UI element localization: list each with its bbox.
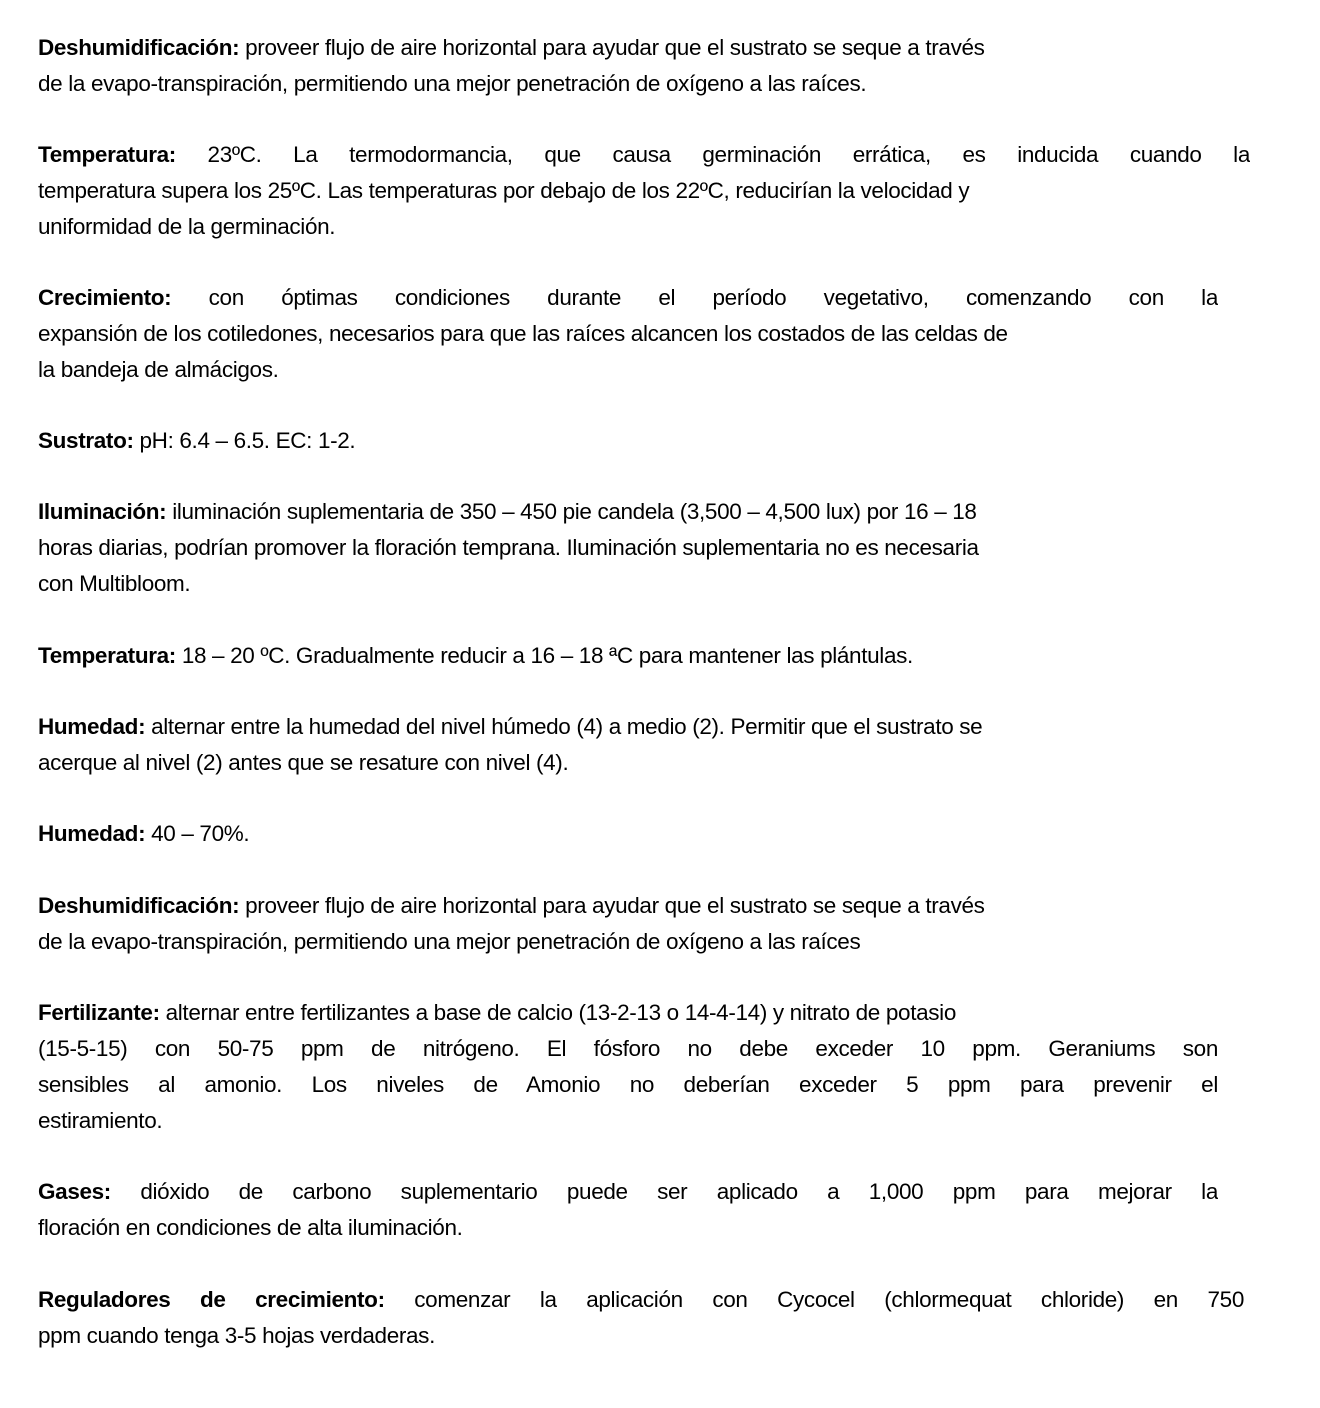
paragraph-temperatura-crecimiento [38, 638, 1218, 674]
paragraph-text: iluminación suplementaria de 350 – 450 pie candela (3,500 – 4,500 lux) por 16 – 18 [166, 499, 977, 524]
paragraph-crecimiento [38, 280, 1218, 388]
paragraph-label: Temperatura: [38, 142, 176, 167]
paragraph-fertilizante [38, 995, 1218, 1139]
paragraph-line: la bandeja de almácigos. [38, 357, 279, 382]
paragraph-label: Deshumidificación: [38, 35, 240, 60]
paragraph-humedad-relativa [38, 816, 1218, 852]
paragraph-text: con óptimas condiciones durante el período vegetativo, comenzando con la [171, 285, 1218, 310]
paragraph-text: 18 – 20 ºC. Gradualmente reducir a 16 – 18 ªC para mantener las plántulas. [175, 643, 913, 668]
paragraph-line: ppm cuando tenga 3-5 hojas verdaderas. [38, 1323, 435, 1348]
paragraph-text: proveer flujo de aire horizontal para ayudar que el sustrato se seque a través [239, 893, 985, 918]
paragraph-label: Humedad: [38, 714, 146, 739]
paragraph-line [38, 816, 1218, 852]
paragraph-deshumidificacion-2 [38, 888, 1198, 960]
paragraph-label: Deshumidificación: [38, 893, 240, 918]
paragraph-deshumidificacion [38, 30, 1198, 102]
paragraph-line [38, 30, 1198, 66]
paragraph-line: con Multibloom. [38, 571, 191, 596]
paragraph-line [38, 888, 1198, 924]
paragraph-line: estiramiento. [38, 1108, 163, 1133]
paragraph-line [38, 423, 1218, 459]
paragraph-line [38, 638, 1218, 674]
paragraph-line [38, 494, 1218, 530]
paragraph-text: alternar entre fertilizantes a base de calcio (13-2-13 o 14-4-14) y nitrato de potasio [159, 1000, 956, 1025]
paragraph-line: temperatura supera los 25ºC. Las temperaturas por debajo de los 22ºC, reducirían la velocidad y [38, 178, 970, 203]
paragraph-reguladores [38, 1282, 1244, 1354]
paragraph-line [38, 1174, 1218, 1210]
paragraph-line [38, 995, 1218, 1031]
paragraph-humedad-sustrato [38, 709, 1218, 781]
paragraph-text: alternar entre la humedad del nivel húmedo (4) a medio (2). Permitir que el sustrato se [145, 714, 983, 739]
paragraph-line [38, 709, 1218, 745]
paragraph-line: floración en condiciones de alta iluminación. [38, 1215, 463, 1240]
paragraph-line: (15-5-15) con 50-75 ppm de nitrógeno. El fósforo no debe exceder 10 ppm. Geraniums son [38, 1036, 1218, 1061]
paragraph-label: Iluminación: [38, 499, 167, 524]
paragraph-line: de la evapo-transpiración, permitiendo una mejor penetración de oxígeno a las raíces. [38, 71, 867, 96]
paragraph-temperatura-germinacion [38, 137, 1250, 245]
paragraph-text: 23ºC. La termodormancia, que causa germinación errática, es inducida cuando la [175, 142, 1250, 167]
paragraph-gases [38, 1174, 1218, 1246]
paragraph-line: sensibles al amonio. Los niveles de Amonio no deberían exceder 5 ppm para prevenir el [38, 1072, 1218, 1097]
paragraph-sustrato [38, 423, 1218, 459]
paragraph-text: comenzar la aplicación con Cycocel (chlormequat chloride) en 750 [384, 1287, 1244, 1312]
paragraph-label: Gases: [38, 1179, 111, 1204]
paragraph-text: 40 – 70%. [145, 821, 250, 846]
paragraph-label: Reguladores de crecimiento: [38, 1287, 385, 1312]
paragraph-line [38, 137, 1250, 173]
paragraph-label: Sustrato: [38, 428, 134, 453]
paragraph-line: de la evapo-transpiración, permitiendo una mejor penetración de oxígeno a las raíces [38, 929, 861, 954]
paragraph-line: expansión de los cotiledones, necesarios para que las raíces alcancen los costados de las celdas de [38, 321, 1008, 346]
paragraph-label: Humedad: [38, 821, 146, 846]
paragraph-line [38, 280, 1218, 316]
paragraph-label: Crecimiento: [38, 285, 172, 310]
paragraph-label: Fertilizante: [38, 1000, 160, 1025]
paragraph-line [38, 1282, 1244, 1318]
paragraph-label: Temperatura: [38, 643, 176, 668]
paragraph-line: horas diarias, podrían promover la floración temprana. Iluminación suplementaria no es necesaria [38, 535, 979, 560]
paragraph-text: pH: 6.4 – 6.5. EC: 1-2. [133, 428, 356, 453]
paragraph-iluminacion [38, 494, 1218, 602]
paragraph-line: uniformidad de la germinación. [38, 214, 336, 239]
paragraph-line: acerque al nivel (2) antes que se resature con nivel (4). [38, 750, 569, 775]
paragraph-text: proveer flujo de aire horizontal para ayudar que el sustrato se seque a través [239, 35, 985, 60]
paragraph-text: dióxido de carbono suplementario puede ser aplicado a 1,000 ppm para mejorar la [110, 1179, 1218, 1204]
